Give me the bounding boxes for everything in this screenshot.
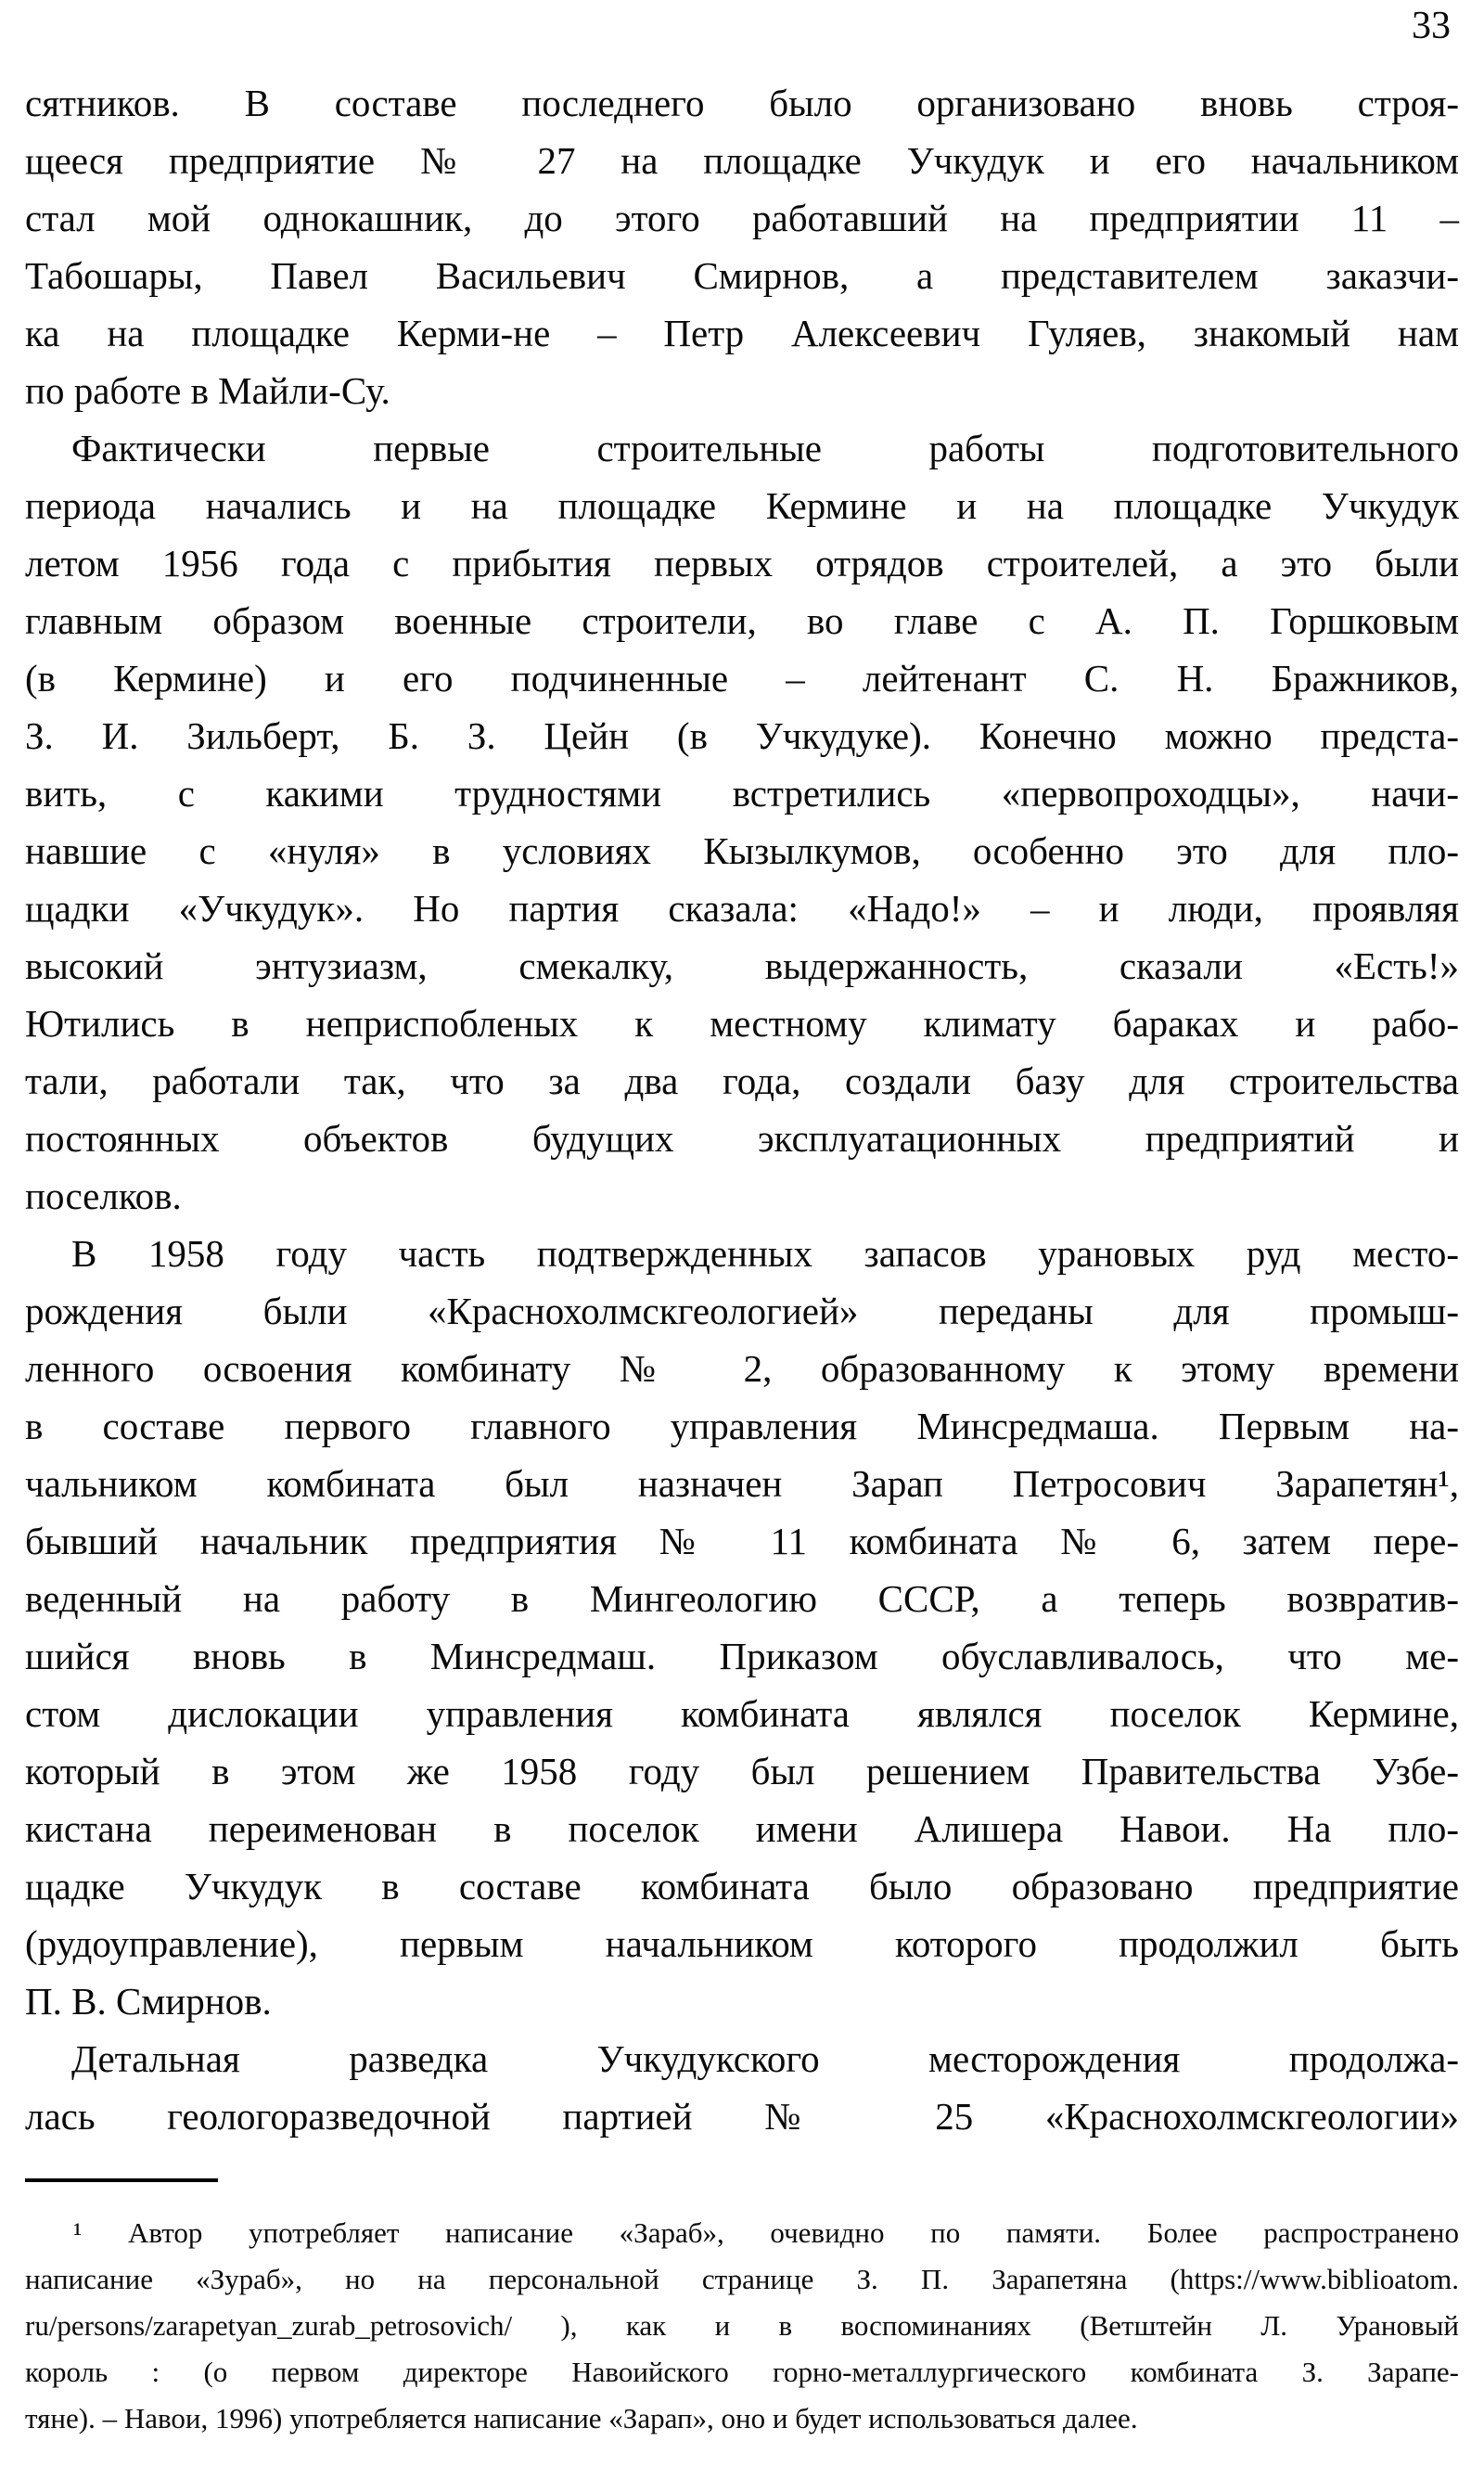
text-line: П. В. Смирнов. [25, 1980, 272, 2023]
text-line: бывший начальник предприятия № 11 комбината № 6, затем пере- [25, 1520, 1459, 1562]
text-line: постоянных объектов будущих эксплуатационных предприятий и [25, 1117, 1459, 1160]
footnote-line: ru/persons/zarapetyan_zurab_petrosovich/ ), как и в воспоминаниях (Ветштейн Л. Урановый [25, 2309, 1459, 2342]
text-line: Ютились в неприспобленых к местному климату бараках и рабо- [25, 1002, 1459, 1045]
text-line: чальником комбината был назначен Зарап Петросович Зарапетян¹, [25, 1462, 1459, 1505]
text-line: лась геологоразведочной партией № 25 «Краснохолмскгеологии» [25, 2095, 1459, 2138]
paragraph [25, 1225, 1459, 2030]
text-line: ленного освоения комбинату № 2, образованному к этому времени [25, 1347, 1459, 1390]
text-line: рождения были «Краснохолмскгеологией» переданы для промыш- [25, 1290, 1459, 1332]
text-line: высокий энтузиазм, смекалку, выдержанность, сказали «Есть!» [25, 944, 1459, 987]
text-line: щадке Учкудук в составе комбината было образовано предприятие [25, 1865, 1459, 1907]
text-line: веденный на работу в Мингеологию СССР, а теперь возвратив- [25, 1577, 1459, 1620]
paragraph [25, 419, 1459, 1225]
text-line: который в этом же 1958 году был решением Правительства Узбе- [25, 1750, 1459, 1792]
text-line: Табошары, Павел Васильевич Смирнов, а представителем заказчи- [25, 254, 1459, 297]
text-line: щадки «Учкудук». Но партия сказала: «Надо!» – и люди, проявляя [25, 887, 1459, 930]
footnote-line: ¹ Автор употребляет написание «Зараб», очевидно по памяти. Более распространено [73, 2216, 1459, 2249]
text-line: вить, с какими трудностями встретились «первопроходцы», начи- [25, 772, 1459, 815]
text-line: З. И. Зильберт, Б. З. Цейн (в Учкудуке). Конечно можно предста- [25, 714, 1459, 757]
text-line: (рудоуправление), первым начальником которого продолжил быть [25, 1922, 1459, 1965]
text-line: кистана переименован в поселок имени Алишера Навои. На пло- [25, 1807, 1459, 1850]
text-line: (в Кермине) и его подчиненные – лейтенант С. Н. Бражников, [25, 657, 1459, 700]
paragraph [25, 74, 1459, 419]
text-line: стом дислокации управления комбината являлся поселок Кермине, [25, 1692, 1459, 1735]
body-text [25, 74, 1459, 2145]
text-line: периода начались и на площадке Кермине и на площадке Учкудук [25, 484, 1459, 527]
text-line: шийся вновь в Минсредмаш. Приказом обуславливалось, что ме- [25, 1635, 1459, 1677]
text-line: ка на площадке Керми-не – Петр Алексеевич Гуляев, знакомый нам [25, 312, 1459, 354]
text-line: навшие с «нуля» в условиях Кызылкумов, особенно это для пло- [25, 829, 1459, 872]
text-line: тали, работали так, что за два года, создали базу для строительства [25, 1060, 1459, 1102]
text-line: В 1958 году часть подтвержденных запасов урановых руд место- [71, 1232, 1459, 1275]
text-line: щееся предприятие № 27 на площадке Учкудук и его начальником [25, 139, 1459, 182]
page-number: 33 [1412, 5, 1451, 47]
text-line: летом 1956 года с прибытия первых отрядов строителей, а это были [25, 542, 1459, 584]
footnote-divider [25, 2178, 218, 2182]
footnote-line: король : (о первом директоре Навоийского горно-металлургического комбината З. Зарапе- [25, 2356, 1459, 2388]
paragraph [25, 2030, 1459, 2145]
text-line: сятников. В составе последнего было организовано вновь строя- [25, 82, 1459, 124]
text-line: в составе первого главного управления Минсредмаша. Первым на- [25, 1405, 1459, 1447]
text-line: стал мой однокашник, до этого работавший на предприятии 11 – [25, 197, 1459, 239]
text-line: Детальная разведка Учкудукского месторождения продолжа- [71, 2037, 1459, 2080]
paragraph [25, 2210, 1459, 2442]
footnote [25, 2210, 1459, 2442]
footnote-line: тяне). – Навои, 1996) употребляется написание «Зарап», оно и будет использоваться далее. [25, 2402, 1138, 2434]
text-line: Фактически первые строительные работы подготовительного [71, 427, 1459, 469]
text-line: по работе в Майли-Су. [25, 369, 390, 412]
text-line: главным образом военные строители, во главе с А. П. Горшковым [25, 599, 1459, 642]
footnote-line: написание «Зураб», но на персональной странице З. П. Зарапетяна (https://www.biblioatom. [25, 2263, 1459, 2295]
text-line: поселков. [25, 1175, 182, 1217]
